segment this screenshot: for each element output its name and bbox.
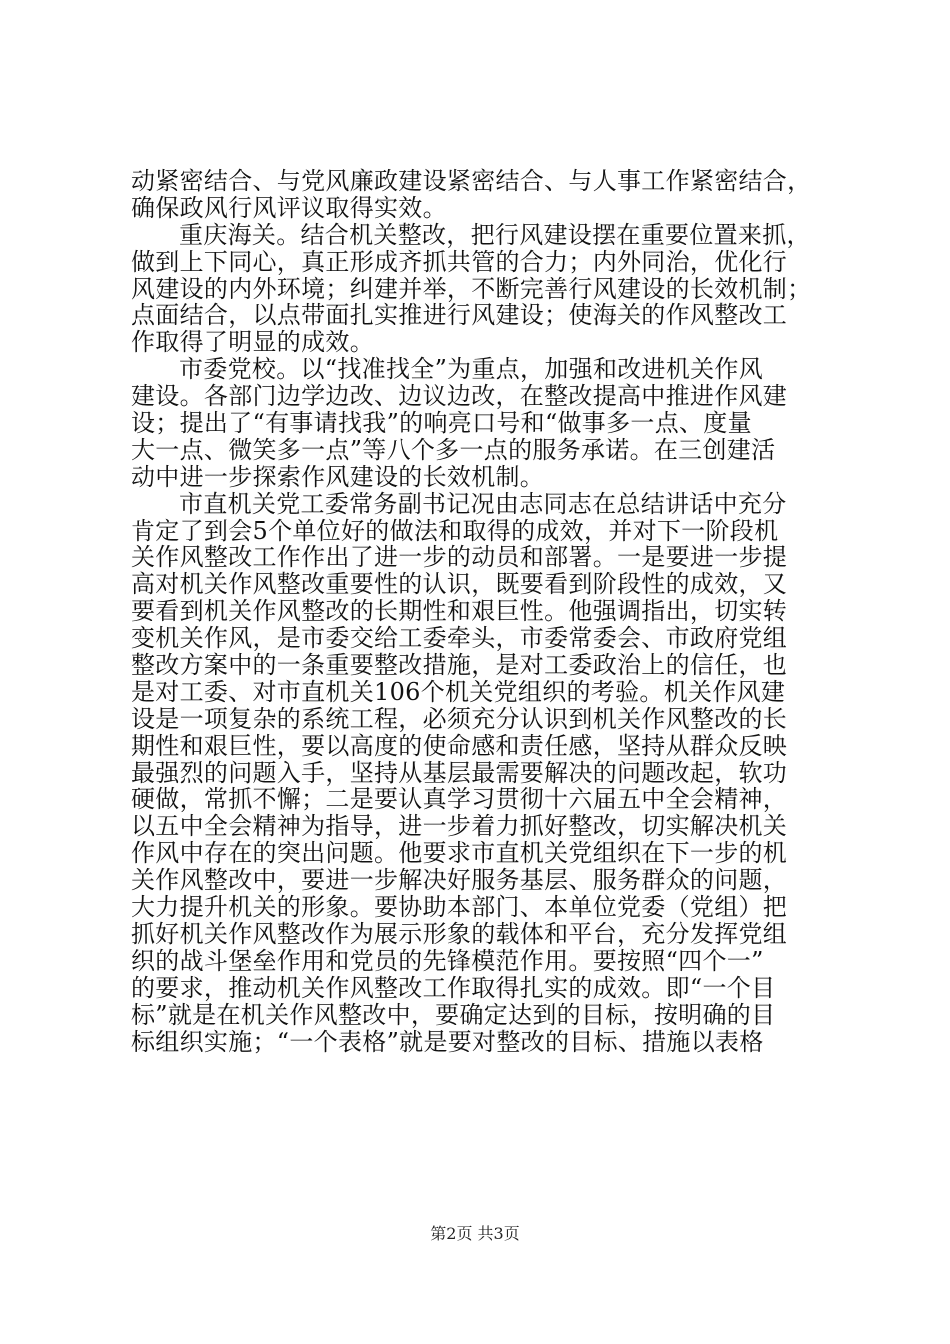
text-line: 标”就是在机关作风整改中，要确定达到的目标，按明确的目 bbox=[131, 1000, 776, 1029]
paragraph bbox=[131, 491, 831, 1056]
page-footer: 第2页 共3页 bbox=[430, 1224, 520, 1243]
text-line: 作取得了明显的成效。 bbox=[131, 328, 374, 357]
text-line: 作风中存在的突出问题。他要求市直机关党组织在下一步的机 bbox=[131, 839, 788, 868]
text-line: 动紧密结合、与党风廉政建设紧密结合、与人事工作紧密结合， bbox=[131, 167, 812, 195]
text-line: 重庆海关。结合机关整改，把行风建设摆在重要位置来抓， bbox=[179, 220, 811, 249]
text-line: 要看到机关作风整改的长期性和艰巨性。他强调指出，切实转 bbox=[131, 597, 788, 626]
text-line: 以五中全会精神为指导，进一步着力抓好整改，切实解决机关 bbox=[131, 812, 788, 841]
text-line: 抓好机关作风整改作为展示形象的载体和平台，充分发挥党组 bbox=[131, 919, 788, 948]
paragraph bbox=[131, 222, 831, 356]
text-line: 织的战斗堡垒作用和党员的先锋模范作用。要按照“四个一” bbox=[131, 946, 764, 975]
text-line: 设是一项复杂的系统工程，必须充分认识到机关作风整改的长 bbox=[131, 704, 788, 733]
text-line: 点面结合，以点带面扎实推进行风建设；使海关的作风整改工 bbox=[131, 301, 788, 330]
paragraph bbox=[131, 168, 831, 222]
paragraph bbox=[131, 356, 831, 490]
text-line: 动中进一步探索作风建设的长效机制。 bbox=[131, 462, 545, 491]
text-line: 最强烈的问题入手，坚持从基层最需要解决的问题改起，软功 bbox=[131, 758, 788, 787]
text-line: 市直机关党工委常务副书记况由志同志在总结讲话中充分 bbox=[179, 489, 787, 518]
text-line: 市委党校。以“找准找全”为重点，加强和改进机关作风 bbox=[179, 355, 764, 384]
text-line: 的要求，推动机关作风整改工作取得扎实的成效。即“一个目 bbox=[131, 973, 776, 1002]
text-line: 是对工委、对市直机关106个机关党组织的考验。机关作风建 bbox=[131, 677, 786, 706]
text-line: 变机关作风，是市委交给工委牵头，市委常委会、市政府党组 bbox=[131, 624, 788, 653]
text-line: 肯定了到会5个单位好的做法和取得的成效，并对下一阶段机 bbox=[131, 516, 779, 545]
text-line: 关作风整改工作作出了进一步的动员和部署。一是要进一步提 bbox=[131, 543, 788, 572]
text-line: 做到上下同心，真正形成齐抓共管的合力；内外同治，优化行 bbox=[131, 247, 788, 276]
text-line: 大力提升机关的形象。要协助本部门、本单位党委（党组）把 bbox=[131, 893, 788, 922]
text-line: 建设。各部门边学边改、边议边改，在整改提高中推进作风建 bbox=[131, 382, 788, 411]
body-text bbox=[131, 168, 831, 1055]
text-line: 硬做，常抓不懈；二是要认真学习贯彻十六届五中全会精神， bbox=[131, 785, 788, 814]
text-line: 设；提出了“有事请找我”的响亮口号和“做事多一点、度量 bbox=[131, 409, 752, 438]
text-line: 关作风整改中，要进一步解决好服务基层、服务群众的问题， bbox=[131, 866, 788, 895]
text-line: 风建设的内外环境；纠建并举，不断完善行风建设的长效机制； bbox=[131, 274, 812, 303]
text-line: 高对机关作风整改重要性的认识，既要看到阶段性的成效，又 bbox=[131, 570, 788, 599]
text-line: 期性和艰巨性，要以高度的使命感和责任感，坚持从群众反映 bbox=[131, 731, 788, 760]
text-line: 整改方案中的一条重要整改措施，是对工委政治上的信任，也 bbox=[131, 651, 788, 680]
text-line: 确保政风行风评议取得实效。 bbox=[131, 193, 447, 222]
text-line: 标组织实施；“一个表格”就是要对整改的目标、措施以表格 bbox=[131, 1027, 764, 1056]
text-line: 大一点、微笑多一点”等八个多一点的服务承诺。在三创建活 bbox=[131, 435, 776, 464]
